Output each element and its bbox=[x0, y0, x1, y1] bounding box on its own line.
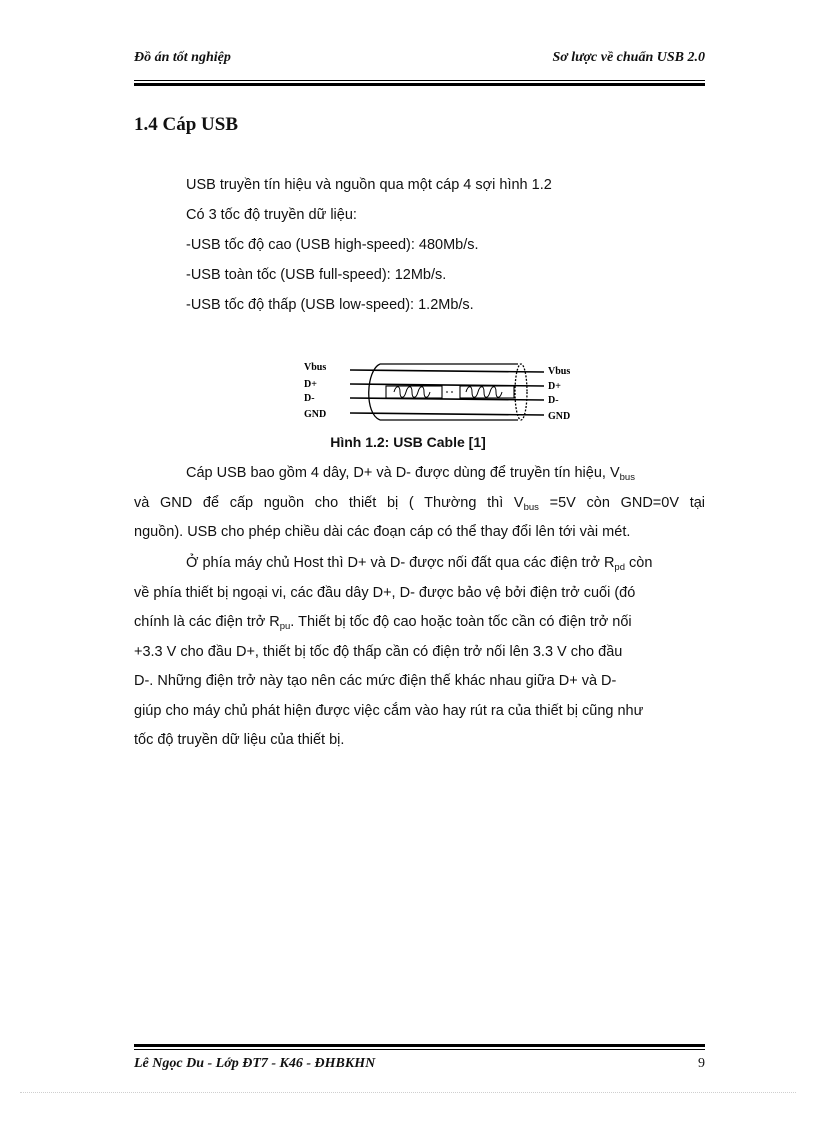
header-rule-thin bbox=[134, 80, 705, 81]
wire-vbus bbox=[350, 370, 544, 372]
section-title: 1.4 Cáp USB bbox=[134, 114, 238, 135]
para2-line-7: tốc độ truyền dữ liệu của thiết bị. bbox=[134, 732, 345, 748]
right-label-dminus: D- bbox=[548, 395, 559, 406]
para2-line-1: Ở phía máy chủ Host thì D+ và D- được nối đất qua các điện trở $R_{pd}$ còn bbox=[186, 555, 653, 573]
left-label-vbus: Vbus bbox=[304, 362, 327, 373]
intro-list bbox=[186, 174, 552, 324]
intro-line: USB truyền tín hiệu và nguồn qua một cáp 4 sợi hình 1.2 bbox=[186, 177, 552, 193]
para1-line-1: Cáp USB bao gồm 4 dây, D+ và D- được dùng để truyền tín hiệu, $V_{bus}$ bbox=[186, 465, 635, 483]
left-label-gnd: GND bbox=[304, 409, 327, 420]
footer-rule-thick bbox=[134, 1044, 705, 1047]
para2-line-6: giúp cho máy chủ phát hiện được việc cắm vào hay rút ra của thiết bị cũng như bbox=[134, 702, 644, 719]
usb-cable-figure bbox=[300, 356, 580, 428]
right-label-dplus: D+ bbox=[548, 381, 561, 392]
right-label-vbus: Vbus bbox=[548, 366, 571, 377]
para1-line-2: và GND để cấp nguồn cho thiết bị ( Thường thì $V_{bus} =5V$ còn GND=0V tại bbox=[134, 494, 706, 513]
header-left-title: Đồ án tốt nghiệp bbox=[134, 50, 231, 65]
wire-dplus bbox=[350, 384, 544, 386]
intro-line: -USB toàn tốc (USB full-speed): 12Mb/s. bbox=[186, 267, 447, 283]
footer-author: Lê Ngọc Du - Lớp ĐT7 - K46 - ĐHBKHN bbox=[134, 1056, 376, 1071]
page-footer bbox=[134, 1056, 705, 1072]
page-header bbox=[134, 46, 705, 70]
left-label-dminus: D- bbox=[304, 393, 315, 404]
page-bottom-dotted-border bbox=[20, 1092, 796, 1093]
paragraph-2 bbox=[134, 552, 705, 759]
intro-line: -USB tốc độ cao (USB high-speed): 480Mb/s. bbox=[186, 237, 479, 253]
paragraph-1 bbox=[134, 462, 705, 551]
para2-line-2: về phía thiết bị ngoại vi, các đầu dây D+, D- được bảo vệ bởi điện trở cuối (đó bbox=[134, 584, 636, 601]
para2-line-5: D-. Những điện trở này tạo nên các mức điện thế khác nhau giữa D+ và D- bbox=[134, 673, 617, 689]
para1-line-3: nguồn). USB cho phép chiều dài các đoạn cáp có thể thay đổi lên tới vài mét. bbox=[134, 524, 631, 540]
intro-line: -USB tốc độ thấp (USB low-speed): 1.2Mb/s. bbox=[186, 297, 474, 313]
wire-gnd bbox=[350, 413, 544, 415]
intro-line: Có 3 tốc độ truyền dữ liệu: bbox=[186, 207, 357, 223]
para2-line-3: chính là các điện trở $R_{pu}$. Thiết bị tốc độ cao hoặc toàn tốc cần có điện trở nối bbox=[134, 614, 632, 632]
footer-rule-thin bbox=[134, 1049, 705, 1050]
header-right-title: Sơ lược về chuẩn USB 2.0 bbox=[552, 50, 705, 65]
left-label-dplus: D+ bbox=[304, 379, 317, 390]
figure-caption: Hình 1.2: USB Cable [1] bbox=[330, 434, 486, 450]
header-rule-thick bbox=[134, 83, 705, 86]
page-number: 9 bbox=[698, 1056, 705, 1071]
para2-line-4: +3.3 V cho đầu D+, thiết bị tốc độ thấp cần có điện trở nối lên 3.3 V cho đầu bbox=[134, 643, 623, 660]
right-label-gnd: GND bbox=[548, 411, 571, 422]
